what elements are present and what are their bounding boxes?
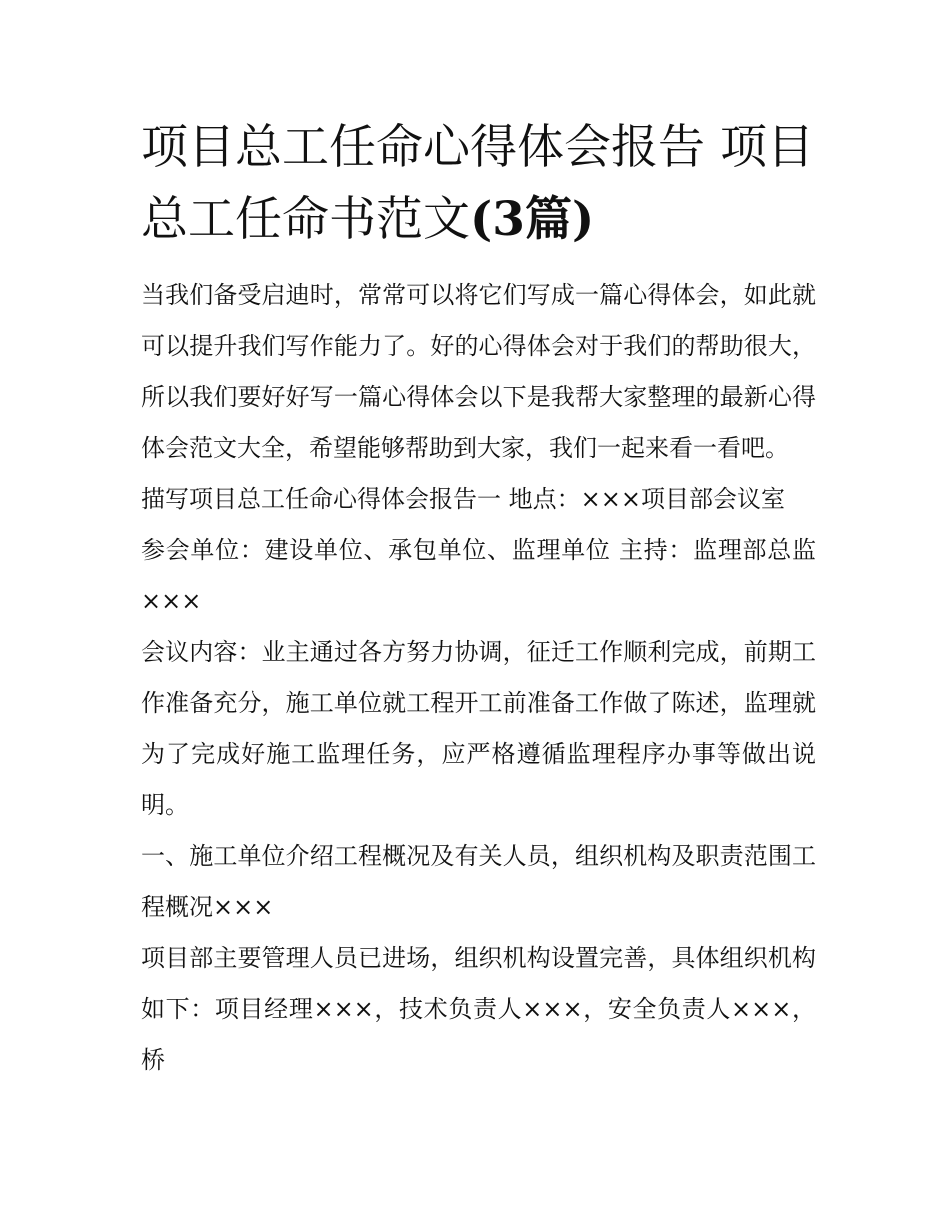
- meeting-location: 描写项目总工任命心得体会报告一 地点：×××项目部会议室: [141, 485, 785, 513]
- organization-paragraph: 项目部主要管理人员已进场，组织机构设置完善，具体组织机构如下：项目经理×××，技术负责人×××，安全负责人×××，桥: [141, 944, 816, 1074]
- document-title: [141, 112, 816, 256]
- meeting-participants: 参会单位：建设单位、承包单位、监理单位 主持：监理部总监×××: [141, 536, 816, 615]
- document-title-main: 项目总工任命心得体会报告 项目总工任命书范文: [141, 120, 814, 247]
- document-title-count: (3篇): [470, 192, 595, 247]
- meeting-content: 会议内容：业主通过各方努力协调，征迁工作顺利完成，前期工作准备充分，施工单位就工程开工前准备工作做了陈述，监理就为了完成好施工监理任务，应严格遵循监理程序办事等做出说明。: [141, 638, 816, 819]
- intro-paragraph: 当我们备受启迪时，常常可以将它们写成一篇心得体会，如此就可以提升我们写作能力了。好的心得体会对于我们的帮助很大，所以我们要好好写一篇心得体会以下是我帮大家整理的最新心得体会范文大全，希望能够帮助到大家，我们一起来看一看吧。: [141, 281, 816, 462]
- document-body: [141, 112, 816, 1086]
- section-heading-one: 一、施工单位介绍工程概况及有关人员，组织机构及职责范围工程概况×××: [141, 842, 816, 921]
